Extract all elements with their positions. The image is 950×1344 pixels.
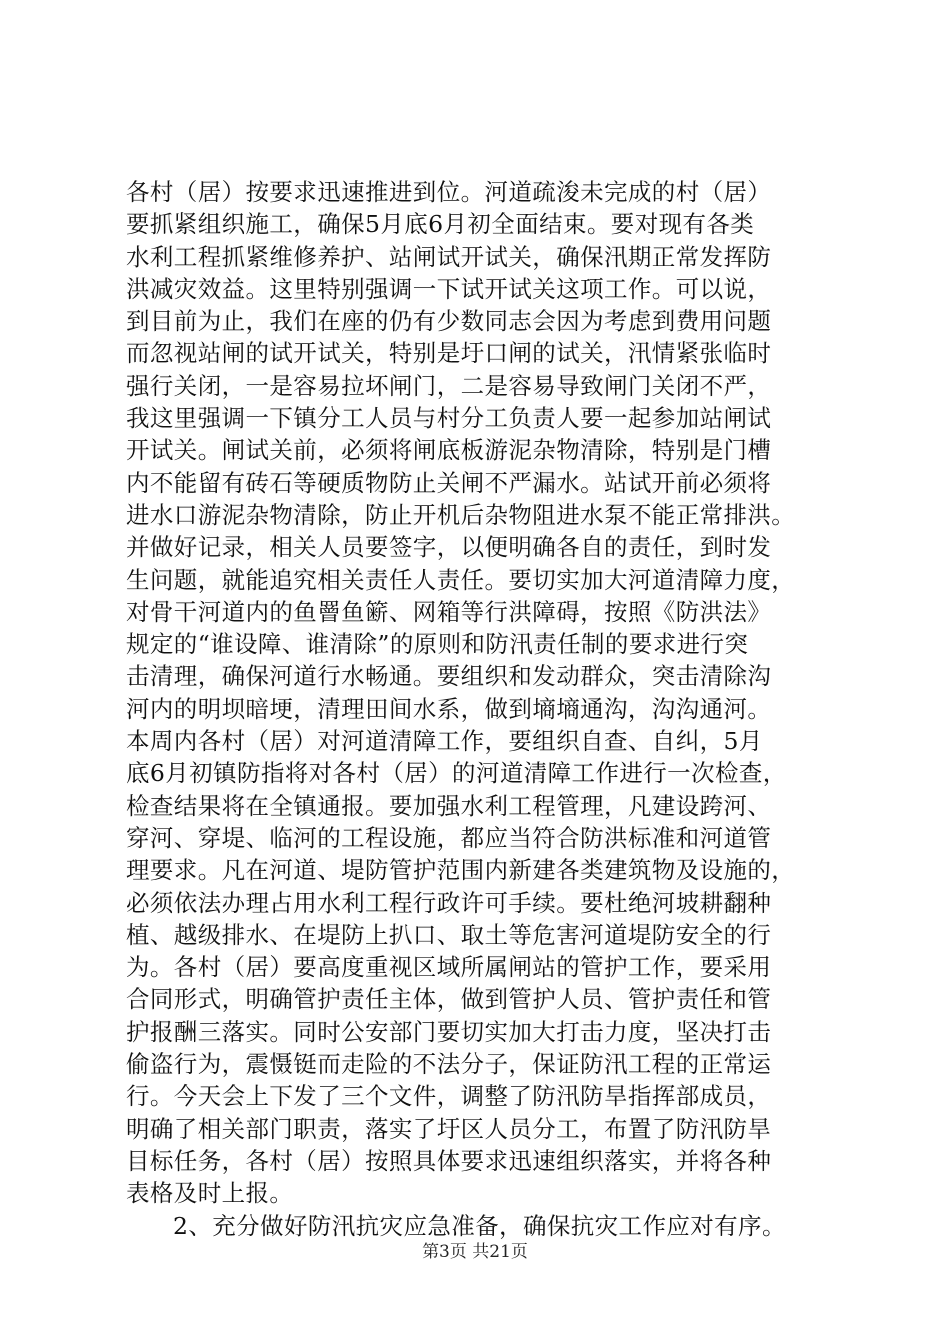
paragraph-line: 而忽视站闸的试开试关，特别是圩口闸的试关，汛情紧张临时	[126, 339, 772, 368]
paragraph-line: 为。各村（居）要高度重视区域所属闸站的管护工作，要采用	[126, 953, 772, 982]
paragraph-line: 行。今天会上下发了三个文件，调整了防汛防旱指挥部成员，	[126, 1082, 772, 1111]
paragraph-line: 本周内各村（居）对河道清障工作，要组织自查、自纠，5月	[126, 727, 763, 756]
paragraph-line: 到目前为止，我们在座的仍有少数同志会因为考虑到费用问题	[126, 307, 772, 336]
paragraph-line: 明确了相关部门职责，落实了圩区人员分工，布置了防汛防旱	[126, 1114, 772, 1143]
paragraph-line: 穿河、穿堤、临河的工程设施，都应当符合防洪标准和河道管	[126, 823, 772, 852]
paragraph-line: 表格及时上报。	[126, 1179, 294, 1208]
section-heading: 2、充分做好防汛抗灾应急准备，确保抗灾工作应对有序。	[173, 1211, 786, 1240]
paragraph-line: 护报酬三落实。同时公安部门要切实加大打击力度，坚决打击	[126, 1017, 772, 1046]
paragraph-line: 进水口游泥杂物清除，防止开机后杂物阻进水泵不能正常排洪。	[126, 500, 796, 529]
paragraph-line: 检查结果将在全镇通报。要加强水利工程管理，凡建设跨河、	[126, 791, 772, 820]
paragraph-line: 我这里强调一下镇分工人员与村分工负责人要一起参加站闸试	[126, 404, 772, 433]
paragraph-line: 各村（居）按要求迅速推进到位。河道疏浚未完成的村（居）	[126, 178, 772, 206]
paragraph-line: 并做好记录，相关人员要签字，以便明确各自的责任，到时发	[126, 533, 772, 562]
paragraph-line: 合同形式，明确管护责任主体，做到管护人员、管护责任和管	[126, 985, 772, 1014]
paragraph-line: 植、越级排水、在堤防上扒口、取土等危害河道堤防安全的行	[126, 920, 772, 949]
body-text	[126, 176, 844, 1242]
paragraph-line: 强行关闭，一是容易拉坏闸门，二是容易导致闸门关闭不严，	[126, 371, 772, 400]
paragraph-line: 开试关。闸试关前，必须将闸底板游泥杂物清除，特别是门槽	[126, 436, 772, 465]
paragraph-line: 洪减灾效益。这里特别强调一下试开试关这项工作。可以说，	[126, 274, 772, 303]
paragraph-line: 理要求。凡在河道、堤防管护范围内新建各类建筑物及设施的，	[126, 856, 796, 885]
paragraph-line: 击清理，确保河道行水畅通。要组织和发动群众，突击清除沟	[126, 662, 772, 691]
paragraph-line: 生问题，就能追究相关责任人责任。要切实加大河道清障力度，	[126, 565, 796, 594]
paragraph-line: 底6月初镇防指将对各村（居）的河道清障工作进行一次检查，	[126, 759, 787, 788]
paragraph-line: 规定的“谁设障、谁清除”的原则和防汛责任制的要求进行突	[126, 630, 749, 659]
page-footer: 第3页 共21页	[422, 1242, 528, 1262]
paragraph-line: 目标任务，各村（居）按照具体要求迅速组织落实，并将各种	[126, 1146, 772, 1175]
paragraph-line: 河内的明坝暗埂，清理田间水系，做到墒墒通沟，沟沟通河。	[126, 694, 772, 723]
paragraph-line: 必须依法办理占用水利工程行政许可手续。要杜绝河坡耕翻种	[126, 888, 772, 917]
paragraph-line: 内不能留有砖石等硬质物防止关闸不严漏水。站试开前必须将	[126, 468, 772, 497]
paragraph-line: 偷盗行为，震慑铤而走险的不法分子，保证防汛工程的正常运	[126, 1050, 772, 1079]
paragraph-line: 水利工程抓紧维修养护、站闸试开试关，确保汛期正常发挥防	[126, 242, 772, 271]
paragraph-line: 要抓紧组织施工，确保5月底6月初全面结束。要对现有各类	[126, 210, 755, 239]
paragraph-line: 对骨干河道内的鱼罾鱼簖、网箱等行洪障碍，按照《防洪法》	[126, 597, 772, 626]
